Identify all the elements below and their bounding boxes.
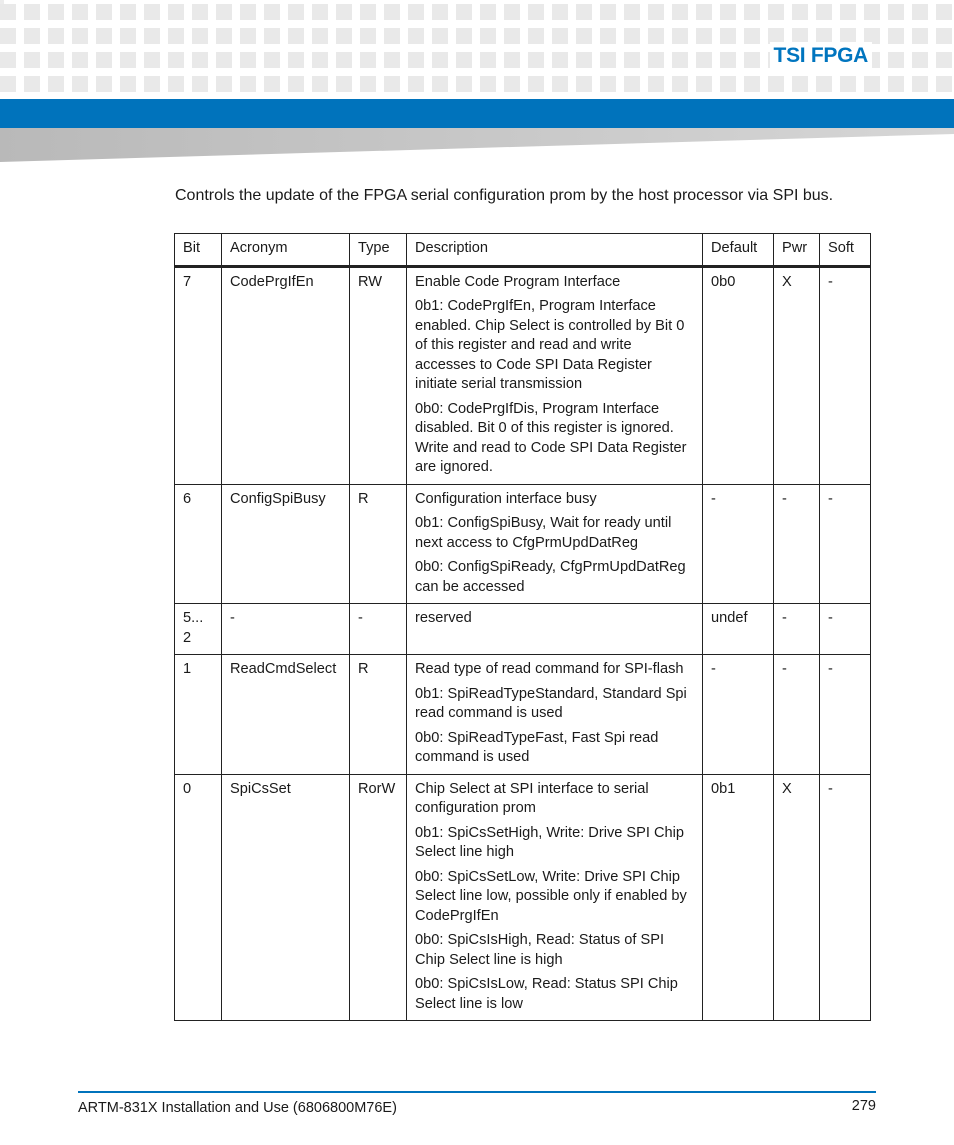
section-title: TSI FPGA [770,42,872,70]
description-paragraph: 0b0: SpiReadTypeFast, Fast Spi read command is used [415,729,659,765]
cell-description [407,655,703,775]
cell-bit: 5... 2 [175,604,222,655]
cell-soft: - [820,655,871,775]
cell-description [407,774,703,1021]
header-pattern-row [0,4,954,20]
table-row [175,655,871,775]
cell-bit: 6 [175,484,222,604]
register-table-body [175,266,871,1021]
description-paragraph: 0b1: ConfigSpiBusy, Wait for ready until next access to CfgPrmUpdDatReg [415,515,672,551]
description-paragraph: 0b1: CodePrgIfEn, Program Interface enabled. Chip Select is controlled by Bit 0 of this register and read and write accesses to Code SPI Data Register initiate serial transmission [415,298,685,392]
column-header: Default [703,234,774,267]
column-header: Type [350,234,407,267]
cell-default: undef [703,604,774,655]
cell-type: - [350,604,407,655]
cell-soft: - [820,266,871,484]
description-paragraph: Chip Select at SPI interface to serial configuration prom [415,780,649,816]
cell-acronym: SpiCsSet [222,774,350,1021]
description-paragraph: 0b0: SpiCsIsLow, Read: Status SPI Chip Select line is low [415,976,678,1012]
cell-acronym: - [222,604,350,655]
description-paragraph: 0b1: SpiReadTypeStandard, Standard Spi read command is used [415,685,687,721]
table-row [175,266,871,484]
header-blue-band [0,99,954,128]
page-number: 279 [851,1098,876,1114]
cell-acronym: CodePrgIfEn [222,266,350,484]
cell-pwr: - [774,604,820,655]
description-paragraph: 0b0: SpiCsIsHigh, Read: Status of SPI Chip Select line is high [415,932,665,968]
description-paragraph: reserved [415,610,472,626]
cell-pwr: X [774,774,820,1021]
description-paragraph: Enable Code Program Interface [415,273,621,290]
cell-default: 0b1 [703,774,774,1021]
cell-acronym: ReadCmdSelect [222,655,350,775]
cell-bit: 0 [175,774,222,1021]
column-header: Bit [175,234,222,267]
footer-divider [78,1091,876,1093]
column-header: Pwr [774,234,820,267]
description-paragraph: 0b1: SpiCsSetHigh, Write: Drive SPI Chip Select line high [415,824,685,860]
cell-type: RorW [350,774,407,1021]
cell-type: R [350,655,407,775]
cell-default: - [703,655,774,775]
column-header: Description [407,234,703,267]
cell-description [407,484,703,604]
register-table [174,233,871,1021]
cell-default: - [703,484,774,604]
cell-acronym: ConfigSpiBusy [222,484,350,604]
cell-description [407,604,703,655]
cell-type: R [350,484,407,604]
cell-soft: - [820,774,871,1021]
cell-bit: 1 [175,655,222,775]
table-row [175,484,871,604]
column-header: Soft [820,234,871,267]
description-paragraph: Configuration interface busy [415,490,597,507]
cell-bit: 7 [175,266,222,484]
header-gray-swoosh [0,128,954,164]
cell-pwr: - [774,484,820,604]
register-table-header [175,234,871,267]
description-paragraph: Read type of read command for SPI-flash [415,661,684,677]
cell-description [407,266,703,484]
table-row [175,774,871,1021]
header-pattern-row [0,76,954,92]
description-paragraph: 0b0: ConfigSpiReady, CfgPrmUpdDatReg can be accessed [415,559,686,595]
description-paragraph: 0b0: SpiCsSetLow, Write: Drive SPI Chip Select line low, possible only if enabled by CodePrgIfEn [415,868,687,924]
cell-default: 0b0 [703,266,774,484]
cell-type: RW [350,266,407,484]
register-intro-text: Controls the update of the FPGA serial configuration prom by the host processor via SPI bus. [175,187,834,204]
footer-document-title: ARTM-831X Installation and Use (6806800M76E) [78,1100,397,1116]
cell-pwr: X [774,266,820,484]
cell-soft: - [820,484,871,604]
cell-pwr: - [774,655,820,775]
description-paragraph: 0b0: CodePrgIfDis, Program Interface disabled. Bit 0 of this register is ignored. Write and read to Code SPI Data Register are ignored. [415,400,687,475]
table-row [175,604,871,655]
cell-soft: - [820,604,871,655]
column-header: Acronym [222,234,350,267]
